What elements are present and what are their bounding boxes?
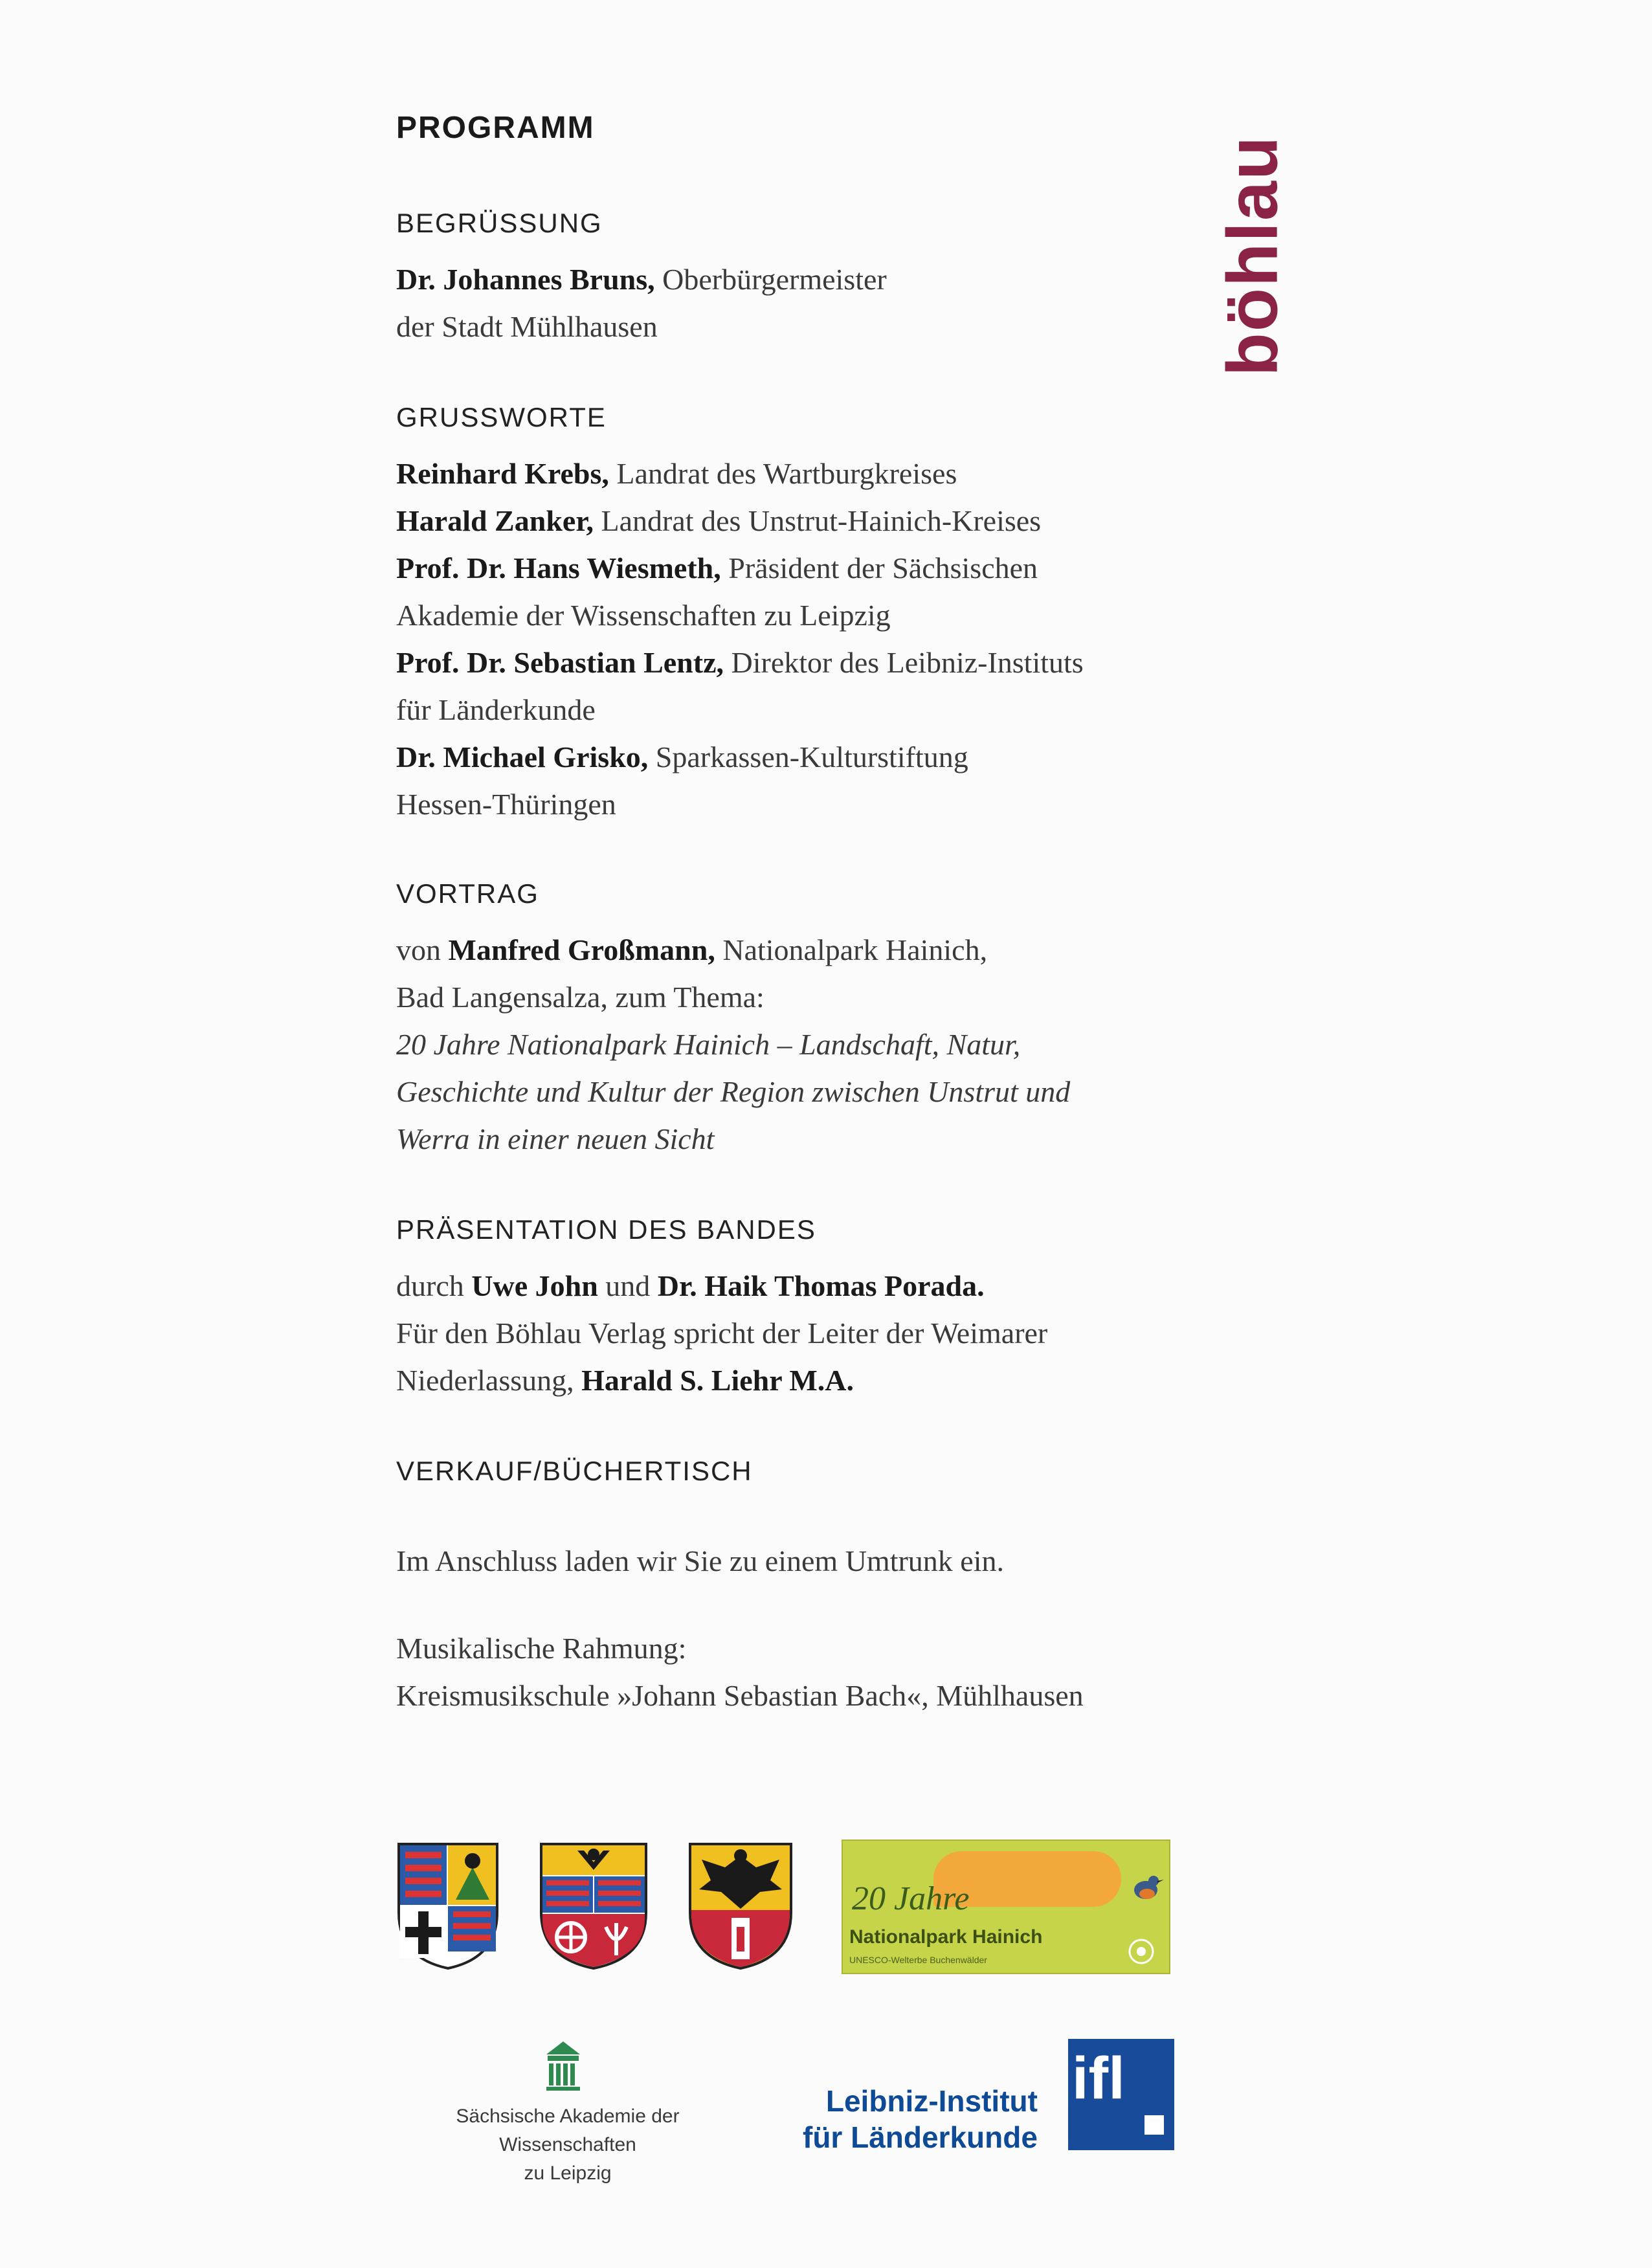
body-text: Oberbürgermeister bbox=[654, 263, 887, 296]
saw-building-icon bbox=[544, 2039, 583, 2091]
text-line bbox=[396, 686, 1238, 733]
body-text: Akademie der Wissenschaften zu Leipzig bbox=[396, 599, 891, 632]
text-line bbox=[396, 1115, 1238, 1162]
text-line bbox=[396, 544, 1238, 592]
text-line bbox=[396, 781, 1238, 828]
body-text: Landrat des Wartburgkreises bbox=[608, 457, 957, 490]
np-anniversary-text: 20 Jahre bbox=[852, 1880, 970, 1917]
text-line bbox=[396, 1262, 1238, 1309]
body-text: Für den Böhlau Verlag spricht der Leiter der Weimarer bbox=[396, 1317, 1048, 1350]
section-body bbox=[396, 450, 1238, 828]
text-line bbox=[396, 1021, 1238, 1068]
ifl-mark bbox=[1068, 2039, 1174, 2150]
text-line bbox=[396, 497, 1238, 544]
name-text: Uwe John bbox=[471, 1269, 598, 1302]
text-line bbox=[396, 733, 1238, 781]
body-text: Nationalpark Hainich, bbox=[715, 933, 988, 966]
ifl-line-2: für Länderkunde bbox=[803, 2120, 1038, 2154]
body-text: der Stadt Mühlhausen bbox=[396, 310, 658, 343]
name-text: Prof. Dr. Hans Wiesmeth, bbox=[396, 551, 721, 584]
body-text: 20 Jahre Nationalpark Hainich – Landschaft, Natur, bbox=[396, 1028, 1021, 1061]
name-text: Manfred Großmann, bbox=[448, 933, 715, 966]
closing-note: Im Anschluss laden wir Sie zu einem Umtrunk ein. bbox=[396, 1544, 1005, 1577]
ifl-logo-text bbox=[803, 2083, 1038, 2155]
saw-logo-text bbox=[396, 2102, 739, 2188]
bird-icon bbox=[1128, 1867, 1164, 1908]
body-text: für Länderkunde bbox=[396, 693, 596, 726]
section-heading: VERKAUF/BÜCHERTISCH bbox=[396, 1456, 753, 1486]
name-text: Harald S. Liehr M.A. bbox=[581, 1364, 854, 1397]
body-text: Landrat des Unstrut-Hainich-Kreises bbox=[594, 504, 1042, 537]
program-title: PROGRAMM bbox=[396, 111, 595, 145]
section-heading: PRÄSENTATION DES BANDES bbox=[396, 1214, 816, 1245]
muehlhausen-coat-of-arms bbox=[687, 1841, 794, 1971]
unstrut-hainich-kreis-coat-of-arms bbox=[539, 1841, 649, 1971]
saw-line-1: Sächsische Akademie der Wissenschaften bbox=[456, 2106, 680, 2155]
section-body bbox=[396, 1262, 1238, 1404]
music-text: Kreismusikschule »Johann Sebastian Bach«, Mühlhausen bbox=[396, 1679, 1084, 1712]
text-line bbox=[396, 973, 1238, 1021]
body-text: Niederlassung, bbox=[396, 1364, 582, 1397]
name-text: Dr. Johannes Bruns, bbox=[396, 263, 655, 296]
text-line bbox=[396, 1068, 1238, 1115]
text-line bbox=[396, 1357, 1238, 1404]
body-text: Sparkassen-Kulturstiftung bbox=[648, 740, 968, 773]
name-text: Dr. Haik Thomas Porada. bbox=[657, 1269, 985, 1302]
name-text: Harald Zanker, bbox=[396, 504, 594, 537]
ifl-square-icon bbox=[1144, 2115, 1164, 2135]
body-text: durch bbox=[396, 1269, 472, 1302]
body-text: von bbox=[396, 933, 449, 966]
text-line bbox=[396, 1309, 1238, 1357]
program-content bbox=[396, 110, 1238, 1719]
np-name: Nationalpark Hainich bbox=[849, 1926, 1043, 1948]
text-line bbox=[396, 926, 1238, 973]
np-subtitle: UNESCO-Welterbe Buchenwälder bbox=[849, 1955, 987, 1965]
body-text: Präsident der Sächsischen bbox=[720, 551, 1038, 584]
text-line bbox=[396, 256, 1238, 303]
text-line bbox=[396, 450, 1238, 497]
body-text: und bbox=[597, 1269, 658, 1302]
text-line bbox=[396, 639, 1238, 686]
body-text: Bad Langensalza, zum Thema: bbox=[396, 981, 765, 1014]
body-text: Geschichte und Kultur der Region zwischen Unstrut und bbox=[396, 1075, 1071, 1108]
saw-line-2: zu Leipzig bbox=[524, 2162, 612, 2184]
name-text: Dr. Michael Grisko, bbox=[396, 740, 649, 773]
wartburgkreis-coat-of-arms bbox=[396, 1841, 500, 1971]
ifl-line-1: Leibniz-Institut bbox=[825, 2084, 1038, 2118]
name-text: Prof. Dr. Sebastian Lentz, bbox=[396, 646, 724, 679]
nationalpark-hainich-logo bbox=[842, 1840, 1170, 1974]
body-text: Werra in einer neuen Sicht bbox=[396, 1122, 715, 1155]
section-heading: BEGRÜSSUNG bbox=[396, 208, 603, 238]
text-line bbox=[396, 303, 1238, 350]
text-line bbox=[396, 592, 1238, 639]
name-text: Reinhard Krebs, bbox=[396, 457, 609, 490]
body-text: Direktor des Leibniz-Instituts bbox=[724, 646, 1084, 679]
section-heading: VORTRAG bbox=[396, 878, 539, 909]
section-body bbox=[396, 926, 1238, 1162]
section-body bbox=[396, 256, 1238, 350]
section-heading: GRUSSWORTE bbox=[396, 402, 607, 432]
ifl-mark-text: ifl bbox=[1072, 2045, 1125, 2111]
music-label: Musikalische Rahmung: bbox=[396, 1632, 687, 1665]
program-sections bbox=[396, 208, 1238, 1487]
body-text: Hessen-Thüringen bbox=[396, 788, 616, 821]
unesco-emblem-icon bbox=[1128, 1938, 1155, 1965]
brand-wordmark: böhlau bbox=[1212, 135, 1293, 377]
